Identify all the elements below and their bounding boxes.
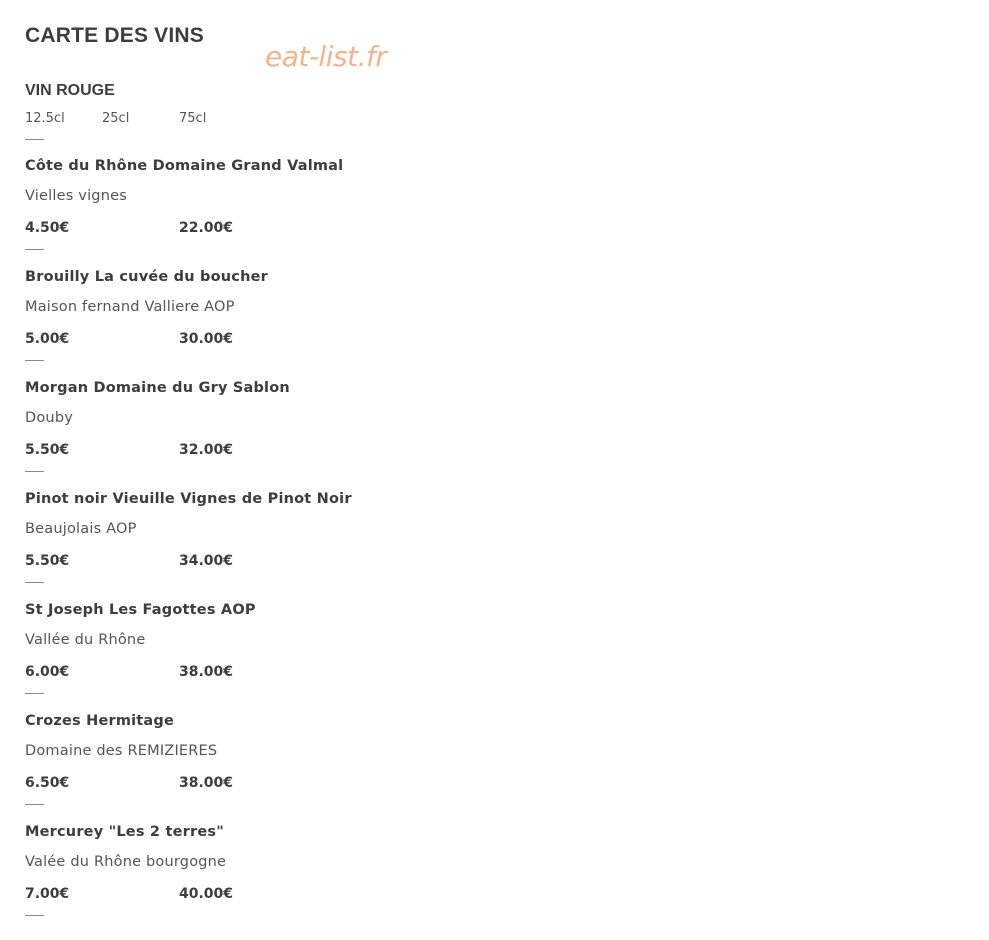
- wine-name: Crozes Hermitage: [25, 713, 175, 729]
- wine-price-glass: 5.50€: [25, 442, 70, 458]
- wine-price-bottle: 38.00€: [179, 664, 234, 680]
- wine-price-glass: 6.50€: [25, 775, 70, 791]
- wine-price-bottle: 22.00€: [179, 220, 234, 236]
- wine-item: [25, 380, 725, 480]
- wine-description: Domaine des REMIZIERES: [25, 743, 218, 759]
- wine-description: Vallée du Rhône: [25, 632, 146, 648]
- watermark: eat-list.fr: [265, 40, 387, 73]
- size-label: 25cl: [102, 111, 130, 126]
- separator: [25, 582, 44, 583]
- wine-price-bottle: 40.00€: [179, 886, 234, 902]
- wine-name: Pinot noir Vieuille Vignes de Pinot Noir: [25, 491, 352, 507]
- page-title: CARTE DES VINS: [25, 24, 204, 47]
- wine-description: Maison fernand Valliere AOP: [25, 299, 235, 315]
- wine-price-glass: 7.00€: [25, 886, 70, 902]
- wine-price-glass: 5.50€: [25, 553, 70, 569]
- wine-price-glass: 5.00€: [25, 331, 70, 347]
- wine-item: [25, 824, 725, 924]
- wine-item: [25, 491, 725, 591]
- wine-name: Brouilly La cuvée du boucher: [25, 269, 268, 285]
- wine-name: Morgan Domaine du Gry Sablon: [25, 380, 290, 396]
- wine-description: Vielles vignes: [25, 188, 127, 204]
- wine-name: Mercurey "Les 2 terres": [25, 824, 224, 840]
- separator: [25, 804, 44, 805]
- size-label: 12.5cl: [25, 111, 65, 126]
- wine-name: Côte du Rhône Domaine Grand Valmal: [25, 158, 344, 174]
- wine-description: Douby: [25, 410, 74, 426]
- size-label: 75cl: [179, 111, 207, 126]
- wine-price-bottle: 34.00€: [179, 553, 234, 569]
- wine-item: [25, 158, 725, 258]
- wine-item: [25, 602, 725, 702]
- separator: [25, 139, 44, 140]
- wine-description: Beaujolais AOP: [25, 521, 137, 537]
- wine-price-bottle: 30.00€: [179, 331, 234, 347]
- wine-price-glass: 6.00€: [25, 664, 70, 680]
- wine-price-bottle: 38.00€: [179, 775, 234, 791]
- separator: [25, 693, 44, 694]
- wine-item: [25, 269, 725, 369]
- section-heading: VIN ROUGE: [25, 82, 115, 99]
- wine-price-bottle: 32.00€: [179, 442, 234, 458]
- separator: [25, 915, 44, 916]
- wine-item: [25, 713, 725, 813]
- wine-price-glass: 4.50€: [25, 220, 70, 236]
- wine-name: St Joseph Les Fagottes AOP: [25, 602, 256, 618]
- wine-description: Valée du Rhône bourgogne: [25, 854, 227, 870]
- separator: [25, 360, 44, 361]
- separator: [25, 249, 44, 250]
- separator: [25, 471, 44, 472]
